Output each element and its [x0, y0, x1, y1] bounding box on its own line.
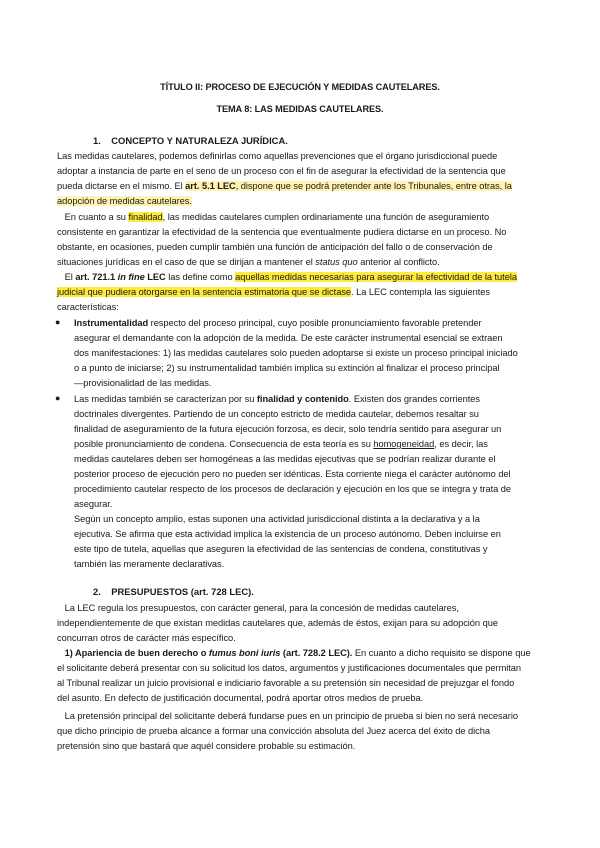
b2-line4: posible pronunciamiento de condena. Consecuencia de esta teoría es su homogeneidad, es decir, las	[74, 439, 488, 449]
s2-p2-line2: el solicitante deberá presentar con su solicitud los datos, argumentos y justificaciones documentales que permitan	[57, 663, 522, 673]
s1-p3-line1: El art. 721.1 in fine LEC las define como aquellas medidas necesarias para asegurar la efectividad de la tutela	[64, 272, 517, 282]
section2-number: 2.	[93, 586, 101, 597]
bullet-dot-1: ●	[55, 317, 61, 327]
b2-line10: ejecutiva. Se afirma que esta actividad implica la existencia de un proceso autónomo. Deben incluirse en	[74, 529, 501, 539]
section1-heading	[93, 135, 288, 146]
s1-p2-line2: consistente en garantizar la efectividad de la sentencia que eventualmente pudiera dictarse en un proceso. No	[57, 227, 507, 237]
b2-line11: este tipo de tutela, aquellas que aseguren la efectividad de las sentencias de condena, constitutivas y	[74, 544, 488, 554]
s1-p1-line1: Las medidas cautelares, podemos definirlas como aquellas prevenciones que el órgano jurisdiccional puede	[57, 151, 498, 161]
document-subtitle: TEMA 8: LAS MEDIDAS CAUTELARES.	[216, 104, 384, 114]
s1-p2-line3: obstante, en ocasiones, pueden cumplir también una función de anticipación del fallo o de conservación de	[57, 242, 493, 252]
s2-p3-line3: pretensión sino que bastará que aquél considere probable su estimación.	[57, 741, 356, 751]
s2-p1-line1: La LEC regula los presupuestos, con carácter general, para la concesión de medidas cautelares,	[64, 603, 459, 613]
s1-p1-line2: adoptar a instancia de parte en el seno de un proceso con el fin de asegurar la efectividad de la sentencia que	[57, 166, 506, 176]
section2-title: PRESUPUESTOS (art. 728 LEC).	[111, 586, 254, 597]
b1-line4: o a punto de iniciarse; 2) su instrumentalidad también implica su extinción al finalizar el proceso principal	[74, 363, 500, 373]
finalidad-highlight: finalidad	[128, 212, 163, 222]
b2-line7: procedimiento cautelar respecto de los procesos de declaración y ejecución en los que se integra y trata de	[74, 484, 512, 494]
s1-p3-line3: características:	[57, 302, 119, 312]
s2-p1-line3: concurran otros de carácter más específico.	[57, 633, 236, 643]
s2-p2-line1: 1) Apariencia de buen derecho o fumus boni iuris (art. 728.2 LEC). En cuanto a dicho requisito se dispone que	[64, 648, 531, 658]
s1-p2-line4: situaciones jurídicas en el caso de que se dirijan a mantener el status quo anterior al conflicto.	[57, 257, 440, 267]
bullet-dot-2: ●	[55, 393, 61, 403]
section1-number: 1.	[93, 135, 101, 146]
s2-p2-line4: del asunto. En defecto de justificación documental, podrá aportar otros medios de prueba.	[57, 693, 424, 703]
b1-line1: Instrumentalidad respecto del proceso principal, cuyo posible pronunciamiento favorable pretender	[74, 318, 482, 328]
s2-p1-line2: independientemente de que existan medidas cautelares que, además de éstos, exijan para su adopción que	[57, 618, 498, 628]
b1-line3: dos manifestaciones: 1) las medidas cautelares solo pueden adoptarse si existe un proceso principal iniciado	[74, 348, 518, 358]
b2-line3: finalidad de aseguramiento de la futura ejecución forzosa, es decir, solo tendría sentido para asegurar un	[74, 424, 502, 434]
b1-line5: —provisionalidad de las medidas.	[74, 378, 212, 388]
s2-p3-line1: La pretensión principal del solicitante deberá fundarse pues en un principio de prueba si bien no será necesario	[64, 711, 518, 721]
b1-line2: asegurar el demandante con la adopción de la medida. De este carácter instrumental esencial se extraen	[74, 333, 503, 343]
s2-p3-line2: que dicho principio de prueba alcance a formar una convicción absoluta del Juez acerca del éxito de dicha	[57, 726, 491, 736]
definition-highlight-1: aquellas medidas necesarias para asegurar la efectividad de la tutela	[235, 272, 517, 282]
document-title: TÍTULO II: PROCESO DE EJECUCIÓN Y MEDIDAS CAUTELARES.	[160, 82, 440, 92]
s1-p2-line1: En cuanto a su finalidad, las medidas cautelares cumplen ordinariamente una función de aseguramiento	[64, 212, 490, 222]
section1-title: CONCEPTO Y NATURALEZA JURÍDICA.	[111, 135, 288, 146]
b2-line6: posterior proceso de ejecución pero no pueden ser idénticas. Esta corriente niega el carácter autónomo del	[74, 469, 511, 479]
b2-line5: medidas cautelares deben ser homogéneas a las medidas ejecutivas que se podrían realizar durante el	[74, 454, 496, 464]
b2-line9: Según un concepto amplio, estas suponen una actividad jurisdiccional distinta a la declarativa y a la	[74, 514, 480, 524]
s1-p3-line2: judicial que pudiera otorgarse en la sentencia estimatoria que se dictase. La LEC contempla las siguientes	[57, 287, 490, 297]
s2-p2-line3: al Tribunal realizar un juicio provisional e indiciario favorable a su pretensión sin necesidad de prejuzgar el fondo	[57, 678, 515, 688]
definition-highlight-2: judicial que pudiera otorgarse en la sentencia estimatoria que se dictase	[57, 287, 352, 297]
b2-line12: también las meramente declarativas.	[74, 559, 225, 569]
s1-p1-line3: pueda dictarse en el mismo. El art. 5.1 LEC, dispone que se podrá pretender ante los Tribunales, entre otras, la	[57, 181, 512, 191]
art-5-1-ref: art. 5.1 LEC	[185, 181, 236, 191]
s1-p1-line4: adopción de medidas cautelares.	[57, 196, 192, 206]
section2-heading	[93, 586, 254, 597]
b2-line2: doctrinales divergentes. Partiendo de un concepto estricto de medida cautelar, debemos resaltar su	[74, 409, 479, 419]
b2-line1: Las medidas también se caracterizan por su finalidad y contenido. Existen dos grandes corrientes	[74, 394, 481, 404]
b2-line8: asegurar.	[74, 499, 113, 509]
